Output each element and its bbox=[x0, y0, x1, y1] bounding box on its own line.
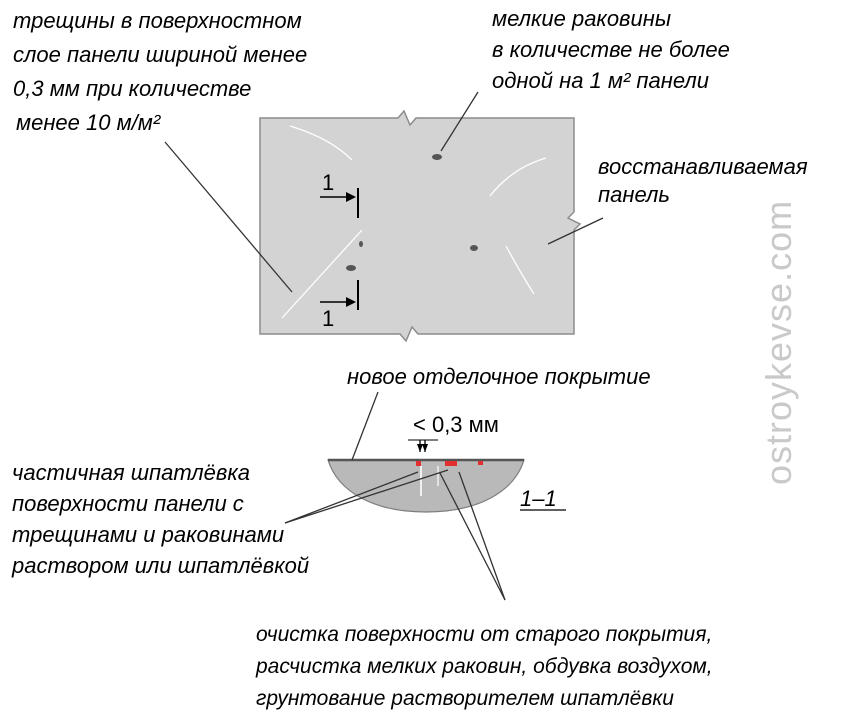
leader-new-coating bbox=[352, 392, 378, 460]
cracks-line-3: 0,3 мм при количестве bbox=[13, 76, 252, 101]
putty-line-4: раствором или шпатлёвкой bbox=[12, 553, 310, 578]
width-label: < 0,3 мм bbox=[413, 412, 499, 437]
section-mark-bottom: 1 bbox=[322, 306, 335, 331]
pit-1 bbox=[432, 154, 442, 160]
cracks-line-1: трещины в поверхностном bbox=[13, 8, 302, 33]
pits-line-3: одной на 1 м² панели bbox=[492, 68, 710, 93]
cleaning-line-2: расчистка мелких раковин, обдувка воздухом, bbox=[256, 655, 713, 678]
pit-4 bbox=[359, 241, 363, 247]
cracks-line-2: слое панели шириной менее bbox=[13, 42, 308, 67]
panel bbox=[260, 111, 580, 341]
putty-line-3: трещинами и раковинами bbox=[12, 522, 285, 547]
new-coating-label: новое отделочное покрытие bbox=[347, 364, 651, 389]
putty-line-1: частичная шпатлёвка bbox=[12, 460, 250, 485]
cracks-line-4: менее 10 м/м² bbox=[16, 110, 161, 135]
dimension-arrow-2 bbox=[422, 444, 428, 452]
pits-line-1: мелкие раковины bbox=[492, 6, 672, 31]
pits-line-2: в количестве не более bbox=[492, 37, 730, 62]
putty-line-2: поверхности панели с bbox=[12, 491, 244, 516]
cross-section bbox=[328, 460, 524, 512]
repair-mark-3 bbox=[478, 461, 483, 465]
pit-2 bbox=[346, 265, 356, 271]
panel-line-1: восстанавливаемая bbox=[598, 154, 808, 179]
cleaning-line-1: очистка поверхности от старого покрытия, bbox=[256, 623, 713, 646]
panel-line-2: панель bbox=[598, 182, 670, 207]
section-mark-top: 1 bbox=[322, 170, 335, 195]
repair-mark-2 bbox=[445, 461, 457, 466]
dimension-arrow-1 bbox=[417, 444, 423, 452]
pit-3 bbox=[470, 245, 478, 251]
repair-mark-1 bbox=[416, 461, 421, 466]
watermark: ostroykevse.com bbox=[758, 199, 799, 485]
section-label: 1–1 bbox=[520, 486, 557, 511]
cleaning-line-3: грунтование растворителем шпатлёвки bbox=[256, 687, 674, 710]
